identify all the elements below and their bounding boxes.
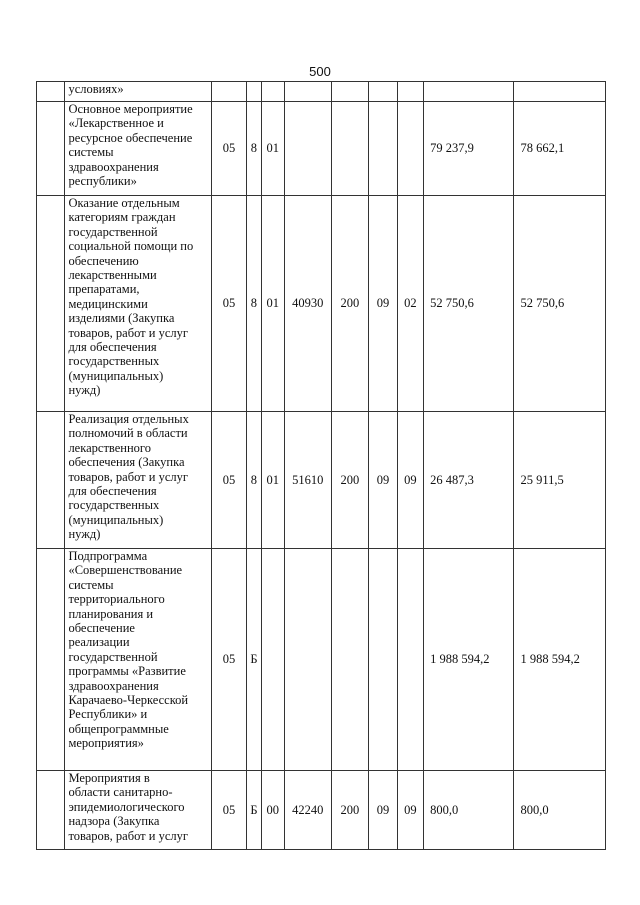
description-line: здравоохранения <box>68 678 159 693</box>
direction-code-cell: 40930 <box>284 196 331 412</box>
description-line: планирования и <box>68 606 154 621</box>
description-cell <box>65 771 211 850</box>
expense-type-cell <box>331 102 369 196</box>
index-cell <box>37 102 65 196</box>
amount-year2-cell: 52 750,6 <box>514 196 606 412</box>
table-row <box>37 196 606 412</box>
description-line: Мероприятия в <box>68 771 150 785</box>
description-line: товаров, работ и услуг <box>68 469 188 484</box>
subsection-cell: 02 <box>397 196 423 412</box>
program-code-cell: 05 <box>211 102 247 196</box>
description-line: «Совершенствование <box>68 563 183 578</box>
description-line: эпидемиологического <box>68 799 185 814</box>
direction-code-cell <box>284 82 331 102</box>
description-cell <box>65 196 211 412</box>
description-line: препаратами, <box>68 282 140 297</box>
program-code-cell: 05 <box>211 771 247 850</box>
description-line: медицинскими <box>68 296 148 311</box>
amount-year1-cell <box>424 82 514 102</box>
expense-type-cell: 200 <box>331 771 369 850</box>
description-line: лекарственными <box>68 268 157 283</box>
subsection-cell <box>397 102 423 196</box>
budget-table <box>36 81 606 850</box>
description-line: Подпрограмма <box>68 549 148 563</box>
section-cell: 09 <box>369 196 397 412</box>
description-cell <box>65 82 211 102</box>
description-line: товаров, работ и услуг <box>68 325 188 340</box>
index-cell <box>37 196 65 412</box>
description-line: общепрограммные <box>68 721 169 736</box>
direction-code-cell: 42240 <box>284 771 331 850</box>
description-line: полномочий в области <box>68 426 188 441</box>
table-row <box>37 82 606 102</box>
description-line: Основное мероприятие <box>68 102 193 116</box>
description-line: мероприятия» <box>68 736 144 751</box>
description-line: лекарственного <box>68 440 151 455</box>
event-code-cell: 01 <box>261 102 284 196</box>
index-cell <box>37 549 65 771</box>
table-row <box>37 412 606 549</box>
direction-code-cell: 51610 <box>284 412 331 549</box>
page-number: 500 <box>309 64 331 79</box>
description-cell <box>65 549 211 771</box>
description-line: Реализация отдельных <box>68 412 189 426</box>
program-code-cell: 05 <box>211 549 247 771</box>
description-line: для обеспечения <box>68 340 157 355</box>
description-line: ресурсное обеспечение <box>68 130 193 145</box>
index-cell <box>37 412 65 549</box>
amount-year2-cell: 78 662,1 <box>514 102 606 196</box>
description-line: области санитарно- <box>68 785 173 800</box>
description-line: программы «Развитие <box>68 664 186 679</box>
description-line: социальной помощи по <box>68 239 194 254</box>
index-cell <box>37 82 65 102</box>
description-line: территориального <box>68 592 165 607</box>
subsection-cell: 09 <box>397 412 423 549</box>
description-line: государственных <box>68 498 160 513</box>
description-line: обеспечение <box>68 621 135 636</box>
description-line: Оказание отдельным <box>68 196 180 210</box>
subprogram-code-cell <box>247 82 261 102</box>
description-line: обеспечения (Закупка <box>68 455 185 470</box>
expense-type-cell: 200 <box>331 196 369 412</box>
program-code-cell: 05 <box>211 196 247 412</box>
subsection-cell <box>397 82 423 102</box>
table-row <box>37 102 606 196</box>
description-line: надзора (Закупка <box>68 814 160 829</box>
subprogram-code-cell: 8 <box>247 412 261 549</box>
description-line: для обеспечения <box>68 484 157 499</box>
description-line: Республики» и <box>68 707 148 722</box>
event-code-cell <box>261 549 284 771</box>
amount-year1-cell: 26 487,3 <box>424 412 514 549</box>
description-line: изделиями (Закупка <box>68 311 175 326</box>
description-line: государственной <box>68 224 158 239</box>
table-row <box>37 549 606 771</box>
expense-type-cell: 200 <box>331 412 369 549</box>
description-line: «Лекарственное и <box>68 116 164 131</box>
description-cell <box>65 102 211 196</box>
expense-type-cell <box>331 82 369 102</box>
subprogram-code-cell: 8 <box>247 102 261 196</box>
amount-year1-cell: 79 237,9 <box>424 102 514 196</box>
amount-year1-cell: 800,0 <box>424 771 514 850</box>
description-line: обеспечению <box>68 253 139 268</box>
subprogram-code-cell: 8 <box>247 196 261 412</box>
description-line: республики» <box>68 174 137 189</box>
description-line: реализации <box>68 635 130 650</box>
description-line: категориям граждан <box>68 210 176 225</box>
subprogram-code-cell: Б <box>247 771 261 850</box>
description-line: (муниципальных) <box>68 368 164 383</box>
description-line: (муниципальных) <box>68 512 164 527</box>
description-line: условиях» <box>68 82 124 96</box>
expense-type-cell <box>331 549 369 771</box>
subsection-cell <box>397 549 423 771</box>
description-line: нужд) <box>68 527 101 542</box>
program-code-cell: 05 <box>211 412 247 549</box>
description-line: здравоохранения <box>68 159 159 174</box>
index-cell <box>37 771 65 850</box>
description-line: Карачаево-Черкесской <box>68 693 189 708</box>
event-code-cell: 01 <box>261 412 284 549</box>
description-line: системы <box>68 577 114 592</box>
section-cell: 09 <box>369 412 397 549</box>
direction-code-cell <box>284 102 331 196</box>
subsection-cell: 09 <box>397 771 423 850</box>
program-code-cell <box>211 82 247 102</box>
amount-year1-cell: 52 750,6 <box>424 196 514 412</box>
description-line: нужд) <box>68 383 101 398</box>
section-cell: 09 <box>369 771 397 850</box>
description-line: товаров, работ и услуг <box>68 828 188 843</box>
event-code-cell: 01 <box>261 196 284 412</box>
subprogram-code-cell: Б <box>247 549 261 771</box>
direction-code-cell <box>284 549 331 771</box>
amount-year2-cell: 25 911,5 <box>514 412 606 549</box>
budget-table-body <box>37 82 606 850</box>
section-cell <box>369 102 397 196</box>
event-code-cell <box>261 82 284 102</box>
amount-year2-cell: 800,0 <box>514 771 606 850</box>
section-cell <box>369 549 397 771</box>
description-line: государственных <box>68 354 160 369</box>
section-cell <box>369 82 397 102</box>
amount-year1-cell: 1 988 594,2 <box>424 549 514 771</box>
description-line: системы <box>68 145 114 160</box>
amount-year2-cell: 1 988 594,2 <box>514 549 606 771</box>
amount-year2-cell <box>514 82 606 102</box>
description-line: государственной <box>68 649 158 664</box>
event-code-cell: 00 <box>261 771 284 850</box>
table-row <box>37 771 606 850</box>
description-cell <box>65 412 211 549</box>
